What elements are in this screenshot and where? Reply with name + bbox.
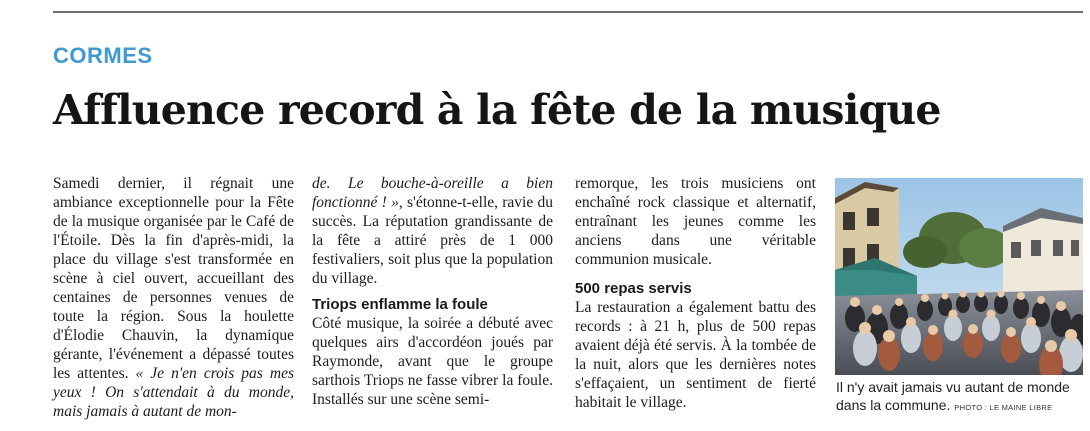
crowd-photo-illustration xyxy=(835,178,1083,375)
column-2 xyxy=(312,174,553,409)
body-text: Samedi dernier, il régnait une ambiance exceptionnelle pour la Fête de la musique organisée par le Café de l'Étoile. Dès la fin d'après-midi, la place du village s'est transformée en scène à ciel ouvert, accueillant des centaines de personnes venues de toute la région. Sous la houlette d'Élodie Chauvin, la dynamique gérante, l'événement a dépassé toutes les attentes. xyxy=(53,175,294,382)
body-paragraph: La restauration a également battu des records : à 21 h, plus de 500 repas avaient déjà été servis. À la tombée de la nuit, alors que les dernières notes s'effaçaient, un sentiment de fierté habitait le village. xyxy=(575,299,816,411)
body-text: , s'étonne-t-elle, ravie du succès. La réputation grandissante de la fête a attiré près de 1 000 festivaliers, soit plus que la population du village. xyxy=(312,194,553,287)
column-1 xyxy=(53,174,294,421)
caption-text: Il n'y avait jamais vu autant de monde dans la commune. xyxy=(836,379,1070,413)
photo-credit: PHOTO : LE MAINE LIBRE xyxy=(954,403,1053,412)
column-3 xyxy=(575,174,816,412)
subheading: Triops enflamme la foule xyxy=(312,296,488,313)
body-paragraph: remorque, les trois musiciens ont enchaîné rock classique et alternatif, entraînant les jeunes comme les anciens dans une véritable communion musicale. xyxy=(575,175,816,268)
photo-caption xyxy=(836,378,1086,417)
top-rule xyxy=(53,11,1083,13)
headline: Affluence record à la fête de la musique xyxy=(53,86,941,134)
section-kicker: CORMES xyxy=(53,43,153,68)
body-paragraph xyxy=(312,174,553,288)
body-paragraph: Côté musique, la soirée a débuté avec quelques airs d'accordéon joués par Raymonde, avant que le groupe sarthois Triops ne fasse vibrer la foule. Installés sur une scène semi- xyxy=(312,315,553,408)
quote-text: de. Le bouche-à-oreille a bien fonctionné ! » xyxy=(312,175,553,211)
body-paragraph xyxy=(53,174,294,421)
subheading: 500 repas servis xyxy=(575,280,692,297)
quote-text: « Je n'en crois pas mes yeux ! On s'attendait à du monde, mais jamais à autant de mon- xyxy=(53,365,294,420)
village-square-photo xyxy=(835,178,1083,375)
